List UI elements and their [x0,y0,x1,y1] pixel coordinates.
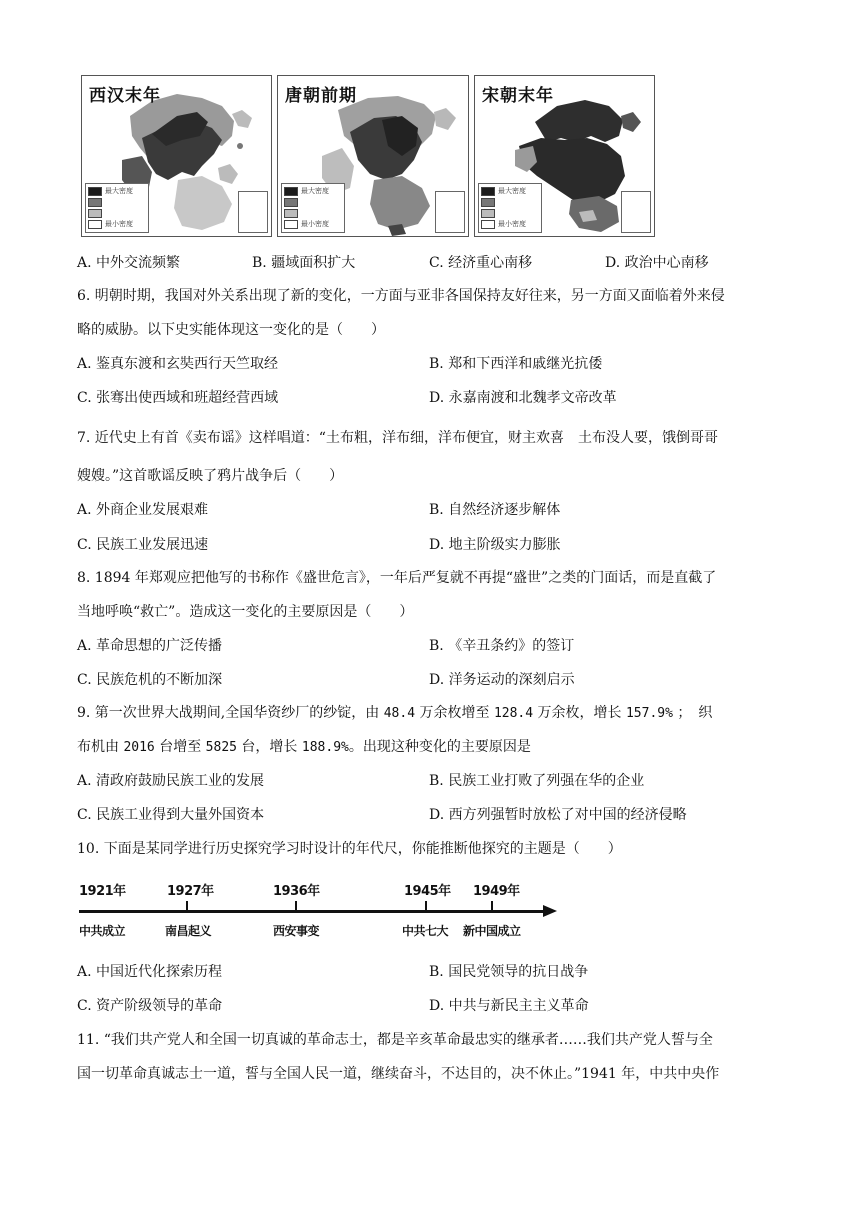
timeline-year: 1936年 [273,884,320,899]
timeline-event: 南昌起义 [165,924,212,938]
q9-option-d[interactable]: D. 西方列强暂时放松了对中国的经济侵略 [429,807,687,823]
map-western-han [81,75,272,237]
q9-stem-line-1 [77,703,712,724]
q11-stem-line-2: 国一切革命真诚志士一道，誓与全国人民一道，继续奋斗，不达目的，决不休止。”1941 年，中共中央作 [77,1066,720,1082]
map-title: 唐朝前期 [285,86,357,106]
q9-option-c[interactable]: C. 民族工业得到大量外国资本 [77,807,265,823]
q10-timeline [79,880,559,942]
timeline-event: 中共成立 [79,924,126,938]
map-title: 宋朝末年 [482,86,554,106]
q8-stem-line-1: 8. 1894 年郑观应把他写的书称作《盛世危言》，一年后严复就不再提“盛世”之类的门面话，而是直截了 [77,570,717,586]
timeline-year: 1949年 [473,884,520,899]
q7-stem-line-1: 7. 近代史上有首《卖布谣》这样唱道：“土布粗，洋布细，洋布便宜，财主欢喜 土布没人要，饿倒哥哥 [77,430,718,446]
q7-option-a[interactable]: A. 外商企业发展艰难 [77,502,209,518]
q7-option-d[interactable]: D. 地主阶级实力膨胀 [429,537,561,553]
map-legend [281,183,345,233]
q9-option-b[interactable]: B. 民族工业打败了列强在华的企业 [429,773,645,789]
q7-option-c[interactable]: C. 民族工业发展迅速 [77,537,209,553]
legend-label: 最小密度 [301,220,329,228]
q9-text: ； 织 [672,705,713,721]
q9-option-a[interactable]: A. 清政府鼓励民族工业的发展 [77,773,265,789]
q5-option-c[interactable]: C. 经济重心南移 [429,255,533,271]
q5-option-a[interactable]: A. 中外交流频繁 [77,255,181,271]
legend-label: 最大密度 [105,187,133,195]
q10-option-c[interactable]: C. 资产阶级领导的革命 [77,998,223,1014]
q9-number: 2016 [123,740,155,755]
map-legend [478,183,542,233]
map-early-tang [277,75,469,237]
q6-stem-line-2: 略的威胁。以下史实能体现这一变化的是（ ） [77,322,385,338]
legend-label: 最大密度 [498,187,526,195]
q9-text: 9. 第一次世界大战期间,全国华资纱厂的纱锭，由 [77,705,384,721]
legend-label: 最大密度 [301,187,329,195]
timeline-arrow-icon [543,905,557,917]
timeline-event: 新中国成立 [463,924,521,938]
q10-option-a[interactable]: A. 中国近代化探索历程 [77,964,223,980]
q8-option-c[interactable]: C. 民族危机的不断加深 [77,672,223,688]
q6-option-d[interactable]: D. 永嘉南渡和北魏孝文帝改革 [429,390,617,406]
map-late-song [474,75,655,237]
q11-stem-line-1: 11. “我们共产党人和全国一切真诚的革命志士，都是辛亥革命最忠实的继承者……我们共产党人誓与全 [77,1032,713,1048]
timeline-event: 中共七大 [402,924,449,938]
map-legend [85,183,149,233]
timeline-year: 1945年 [404,884,451,899]
q6-option-b[interactable]: B. 郑和下西洋和戚继光抗倭 [429,356,603,372]
q8-option-b[interactable]: B. 《辛丑条约》的签订 [429,638,575,654]
timeline-tick [491,901,493,911]
q9-number: 188.9% [301,740,349,755]
legend-label: 最小密度 [105,220,133,228]
q9-text: 。出现这种变化的主要原因是 [348,739,531,755]
q9-text: 万余枚，增长 [533,705,626,721]
q10-stem: 10. 下面是某同学进行历史探究学习时设计的年代尺，你能推断他探究的主题是（ ） [77,841,622,857]
q5-option-d[interactable]: D. 政治中心南移 [605,255,709,271]
q9-number: 48.4 [383,706,416,721]
timeline-event: 西安事变 [273,924,320,938]
population-density-maps [81,75,731,239]
q9-text: 万余枚增至 [415,705,494,721]
q9-number: 5825 [205,740,237,755]
q6-option-a[interactable]: A. 鉴真东渡和玄奘西行天竺取经 [77,356,279,372]
q9-number: 128.4 [493,706,534,721]
q8-stem-line-2: 当地呼唤“救亡”。造成这一变化的主要原因是（ ） [77,604,414,620]
map-title: 西汉末年 [89,86,161,106]
map-inset-south-sea [238,191,268,233]
q9-stem-line-2 [77,737,531,758]
q8-option-d[interactable]: D. 洋务运动的深刻启示 [429,672,575,688]
q9-text: 台，增长 [236,739,302,755]
timeline-axis [79,910,547,913]
timeline-tick [186,901,188,911]
timeline-year: 1921年 [79,884,126,899]
timeline-tick [295,901,297,911]
map-inset-south-sea [621,191,651,233]
q6-stem-line-1: 6. 明朝时期，我国对外关系出现了新的变化，一方面与亚非各国保持友好往来，另一方面又面临着外来侵 [77,288,725,304]
q7-stem-line-2: 嫂嫂。”这首歌谣反映了鸦片战争后（ ） [77,468,344,484]
q10-option-d[interactable]: D. 中共与新民主主义革命 [429,998,589,1014]
q9-text: 布机由 [77,739,124,755]
q10-option-b[interactable]: B. 国民党领导的抗日战争 [429,964,589,980]
q9-number: 157.9% [625,706,673,721]
q6-option-c[interactable]: C. 张骞出使西域和班超经营西域 [77,390,279,406]
q5-option-b[interactable]: B. 疆域面积扩大 [252,255,356,271]
timeline-year: 1927年 [167,884,214,899]
map-inset-south-sea [435,191,465,233]
q7-option-b[interactable]: B. 自然经济逐步解体 [429,502,561,518]
legend-label: 最小密度 [498,220,526,228]
q9-text: 台增至 [154,739,206,755]
q8-option-a[interactable]: A. 革命思想的广泛传播 [77,638,223,654]
timeline-tick [425,901,427,911]
